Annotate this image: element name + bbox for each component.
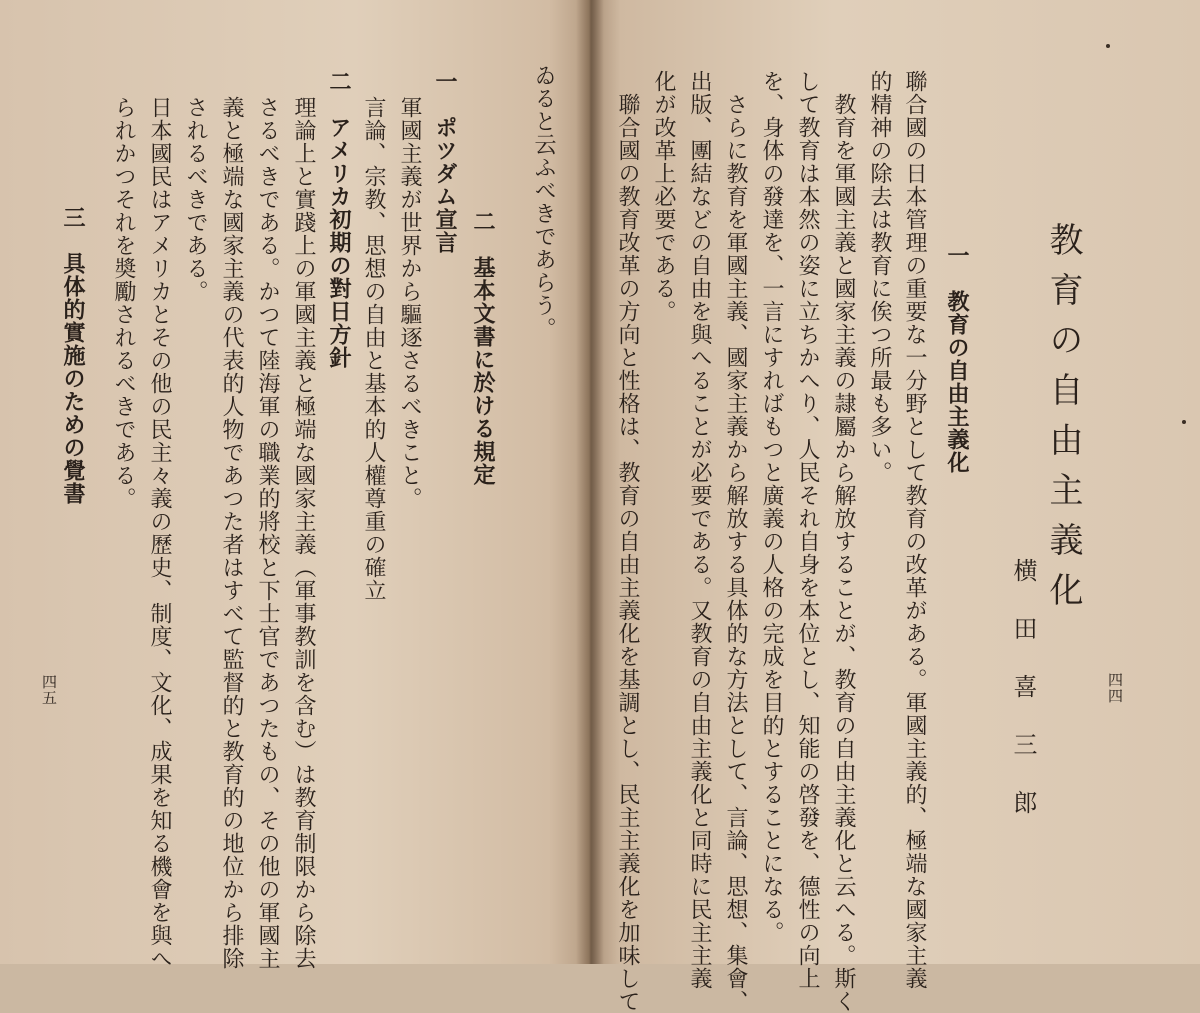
text-line: 理論上と實踐上の軍國主義と極端な國家主義（軍事教訓を含む）は教育制限から除去 xyxy=(291,96,316,970)
page-number-right: 四四 xyxy=(1106,672,1124,704)
text-line: さるべきである。かつて陸海軍の職業的將校と下士官であつたもの、その他の軍國主 xyxy=(255,96,280,970)
text-line: さらに教育を軍國主義、國家主義から解放する具体的な方法として、言論、思想、集會、 xyxy=(723,70,748,1013)
text-line: 教育を軍國主義と國家主義の隷屬から解放することが、教育の自由主義化と云へる。斯く xyxy=(831,70,856,1013)
section-heading-2: 二 基本文書に於ける規定 xyxy=(470,210,496,486)
text-line: 義と極端な國家主義の代表的人物であつた者はすべて監督的と教育的の地位から排除 xyxy=(219,96,244,970)
text-line: 日本國民はアメリカとその他の民主々義の歷史、制度、文化、成果を知る機會を與へ xyxy=(147,96,172,970)
author-name: 横田喜三郎 xyxy=(1009,558,1037,848)
section-heading-3: 三 具体的實施のための覺書 xyxy=(60,206,86,505)
text-line: して教育は本然の姿に立ちかへり、人民それ自身を本位とし、知能の啓發を、德性の向上 xyxy=(795,70,820,990)
paper-speck xyxy=(1182,420,1186,424)
text-line: 的精神の除去は教育に俟つ所最も多い。 xyxy=(867,70,892,484)
text-line: されるべきである。 xyxy=(183,96,208,303)
chapter-title: 教育の自由主義化 xyxy=(1043,222,1083,622)
text-line: 出版、團結などの自由を與へることが必要である。又教育の自由主義化と同時に民主主義 xyxy=(687,70,712,990)
paper-speck xyxy=(1106,44,1110,48)
item-heading-2: 二 アメリカ初期の對日方針 xyxy=(326,70,352,369)
text-line: ゐると云ふべきであらう。 xyxy=(531,64,556,340)
book-gutter xyxy=(576,0,604,964)
text-line: 聯合國の日本管理の重要な一分野として教育の改革がある。軍國主義的、極端な國家主義 xyxy=(902,70,927,990)
text-line: 化が改革上必要である。 xyxy=(651,70,676,323)
right-page xyxy=(590,0,1200,964)
page-number-left: 四五 xyxy=(40,674,58,706)
section-heading-1: 一 教育の自由主義化 xyxy=(944,244,970,474)
text-line: 聯合國の教育改革の方向と性格は、教育の自由主義化を基調とし、民主主義化を加味して xyxy=(615,70,640,1013)
text-line: られかつそれを奬勵されるべきである。 xyxy=(111,96,136,510)
text-line: 軍國主義が世界から驅逐さるべきこと。 xyxy=(397,96,422,510)
text-line: を、身体の發達を、一言にすればもつと廣義の人格の完成を目的とすることになる。 xyxy=(759,70,784,944)
item-heading-1: 一 ポツダム宣言 xyxy=(432,70,458,254)
text-line: 言論、宗教、思想の自由と基本的人權尊重の確立 xyxy=(361,96,386,602)
